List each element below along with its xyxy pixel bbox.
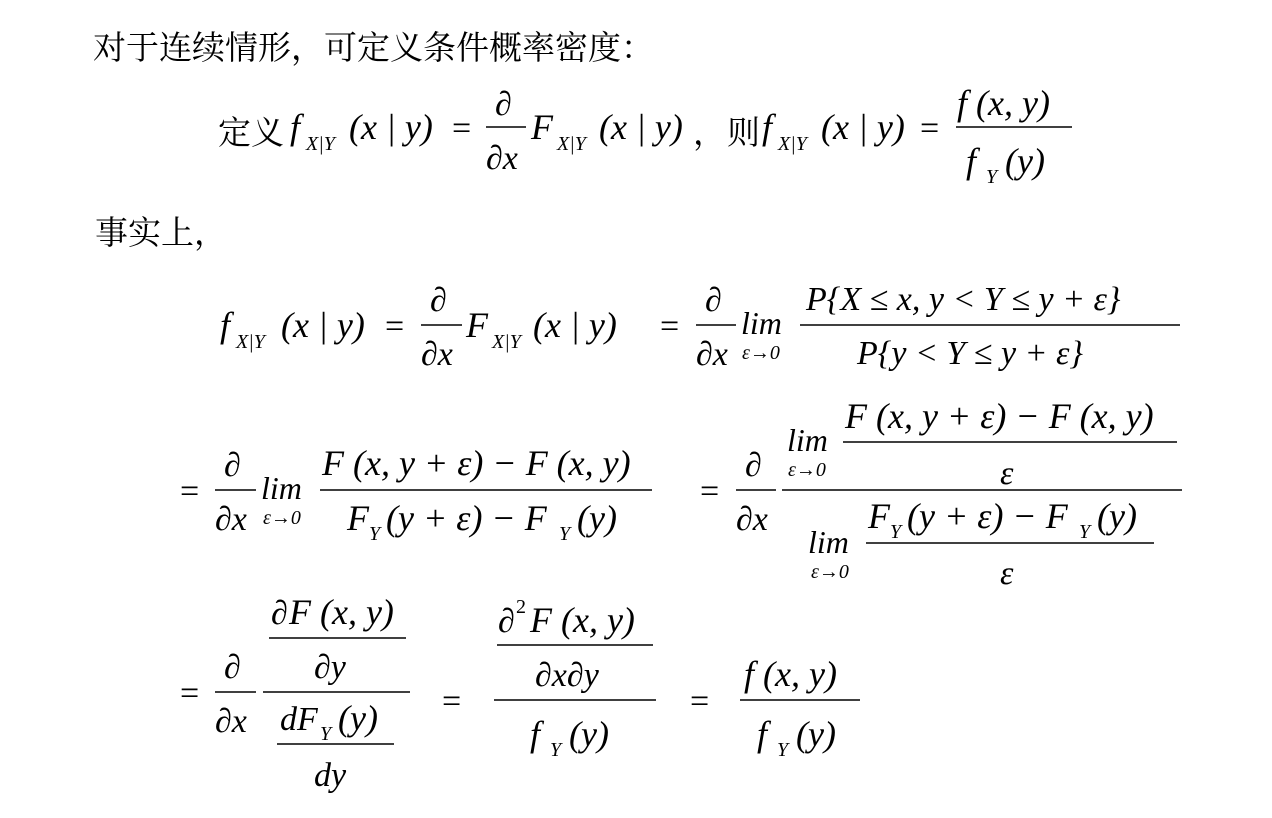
lim-symbol: lim (787, 422, 828, 458)
equals: = (700, 473, 720, 510)
probability-numerator: P{X ≤ x, y < Y ≤ y + ε} (806, 281, 1121, 318)
partial: ∂ (705, 282, 722, 319)
x-given-y: (x | y) (349, 107, 433, 147)
f-symbol: f (757, 714, 768, 754)
epsilon: ε (1000, 455, 1014, 492)
equals: = (180, 675, 200, 712)
equals: = (180, 473, 200, 510)
sub-xy: X|Y (306, 133, 335, 155)
joint-density: f (x, y) (957, 83, 1050, 123)
partial-x-partial-y: ∂x∂y (535, 657, 599, 694)
partial-x: ∂x (215, 501, 247, 538)
sub-y: Y (890, 521, 902, 543)
equals: = (385, 308, 405, 345)
partial: ∂ (430, 282, 447, 319)
sub-xy: X|Y (236, 331, 265, 353)
F-symbol: F (347, 498, 369, 538)
fy-arg: (y) (577, 498, 617, 538)
partial: ∂ (224, 447, 241, 484)
probability-denominator: P{y < Y ≤ y + ε} (857, 335, 1083, 372)
lim-subscript: ε→0 (263, 507, 301, 529)
partial: ∂ (498, 603, 515, 640)
sub-xy: X|Y (492, 331, 521, 353)
sub-y: Y (550, 739, 562, 761)
joint-cdf: F (x, y) (289, 592, 394, 632)
f-symbol: f (220, 305, 231, 345)
fy-arg: (y) (338, 698, 378, 738)
f-symbol: f (966, 141, 977, 181)
f-symbol: f (530, 714, 541, 754)
superscript-2: 2 (516, 596, 526, 618)
joint-cdf: F (x, y) (530, 600, 635, 640)
partial: ∂ (271, 595, 288, 632)
partial-x: ∂x (696, 336, 728, 373)
cdf-difference: F (x, y + ε) − F (x, y) (322, 443, 631, 483)
x-given-y: (x | y) (821, 107, 905, 147)
equals: = (920, 110, 940, 147)
lim-symbol: lim (741, 305, 782, 341)
dy: dy (314, 757, 347, 794)
def-prefix: 定义 (218, 113, 284, 152)
f-symbol: f (290, 107, 301, 147)
partial: ∂ (495, 86, 512, 123)
x-given-y: (x | y) (533, 305, 617, 345)
partial-x: ∂x (421, 336, 453, 373)
partial-y: ∂y (314, 649, 346, 686)
partial-x: ∂x (736, 501, 768, 538)
x-given-y: (x | y) (281, 305, 365, 345)
partial-x: ∂x (486, 140, 518, 177)
F-symbol: F (868, 496, 890, 536)
lim-symbol: lim (261, 470, 302, 506)
F-symbol: F (466, 305, 488, 345)
cdf-difference: F (x, y + ε) − F (x, y) (845, 396, 1154, 436)
F-symbol: F (531, 107, 553, 147)
marginal-cdf-difference: (y + ε) − F (386, 498, 547, 538)
equals: = (442, 683, 462, 720)
lim-symbol: lim (808, 524, 849, 560)
sub-xy: X|Y (778, 133, 807, 155)
sub-y: Y (369, 523, 381, 545)
lim-subscript: ε→0 (788, 459, 826, 481)
equals: = (660, 308, 680, 345)
fy-arg: (y) (1097, 496, 1137, 536)
sub-y: Y (986, 166, 998, 188)
f-symbol: f (762, 107, 773, 147)
x-given-y: (x | y) (599, 107, 683, 147)
partial-x: ∂x (215, 703, 247, 740)
joint-density: f (x, y) (744, 654, 837, 694)
equals: = (452, 110, 472, 147)
lim-subscript: ε→0 (811, 561, 849, 583)
sub-y: Y (559, 523, 571, 545)
fact-line: 事实上， (95, 213, 227, 252)
partial: ∂ (224, 649, 241, 686)
partial: ∂ (745, 447, 762, 484)
fy-arg: (y) (1005, 141, 1045, 181)
fy-arg: (y) (569, 714, 609, 754)
sub-y: Y (777, 739, 789, 761)
then-word: 则 (727, 113, 760, 152)
intro-text: 对于连续情形，可定义条件概率密度： (93, 28, 654, 67)
dF-symbol: dF (280, 701, 318, 738)
comma: ， (693, 113, 726, 152)
sub-y: Y (1079, 521, 1091, 543)
fy-arg: (y) (796, 714, 836, 754)
sub-y: Y (320, 723, 332, 745)
marginal-cdf-difference: (y + ε) − F (907, 496, 1068, 536)
epsilon: ε (1000, 555, 1014, 592)
equals: = (690, 683, 710, 720)
lim-subscript: ε→0 (742, 342, 780, 364)
sub-xy: X|Y (557, 133, 586, 155)
